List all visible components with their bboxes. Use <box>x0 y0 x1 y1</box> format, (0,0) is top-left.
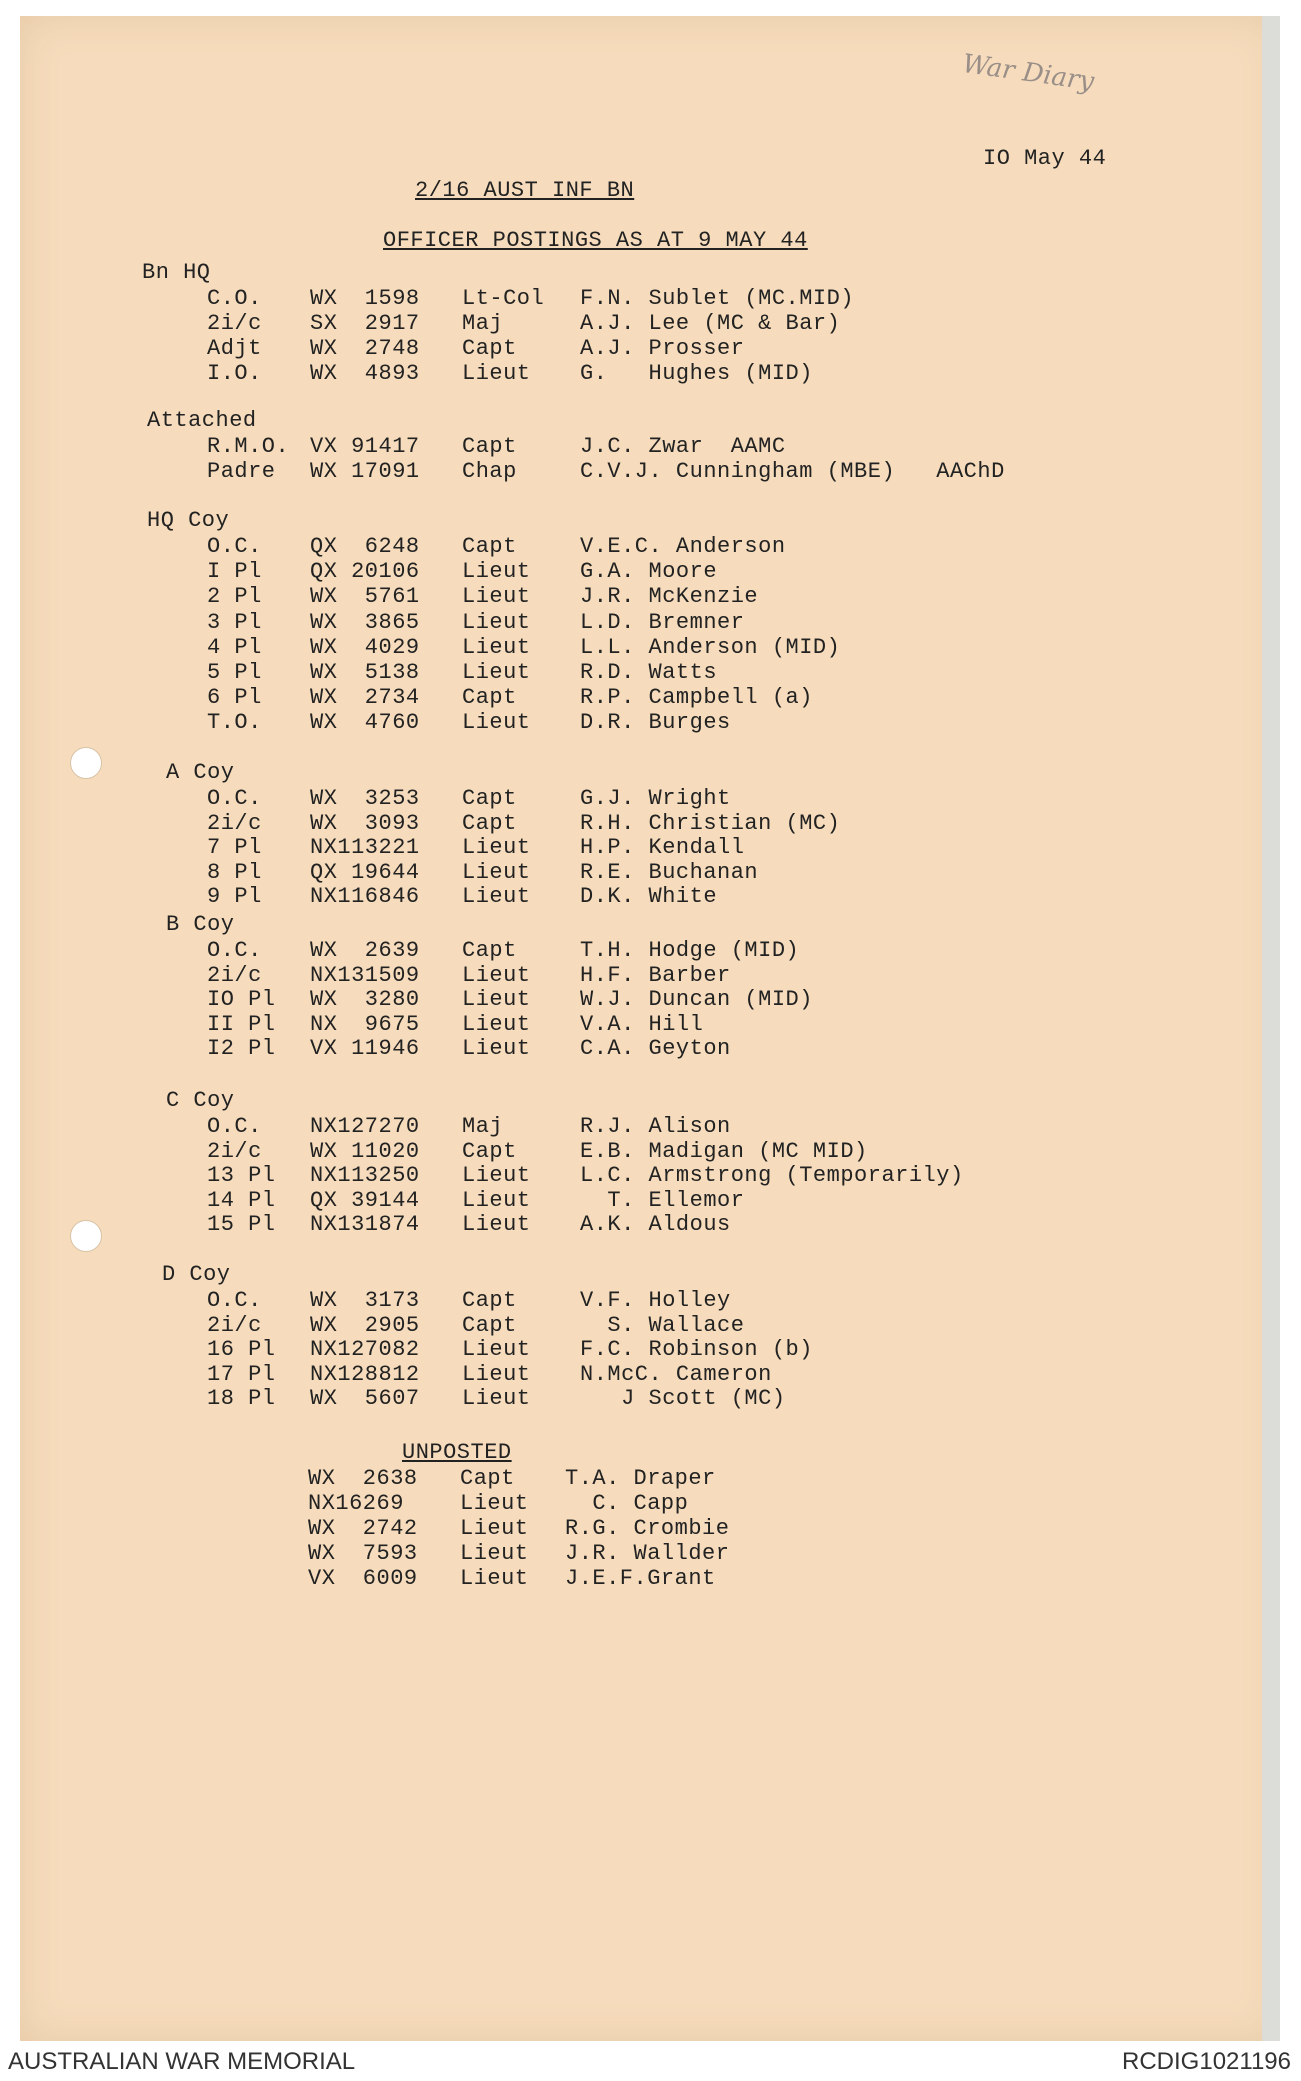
service-number: WX 3865 <box>310 609 420 635</box>
service-number: WX 5761 <box>310 584 420 610</box>
officer-name: F.C. Robinson (b) <box>580 1337 813 1362</box>
officer-name: J.E.F.Grant <box>565 1566 716 1591</box>
service-number: SX 2917 <box>310 311 420 336</box>
officer-rank: Lieut <box>462 962 531 988</box>
service-number: QX 6248 <box>310 534 420 559</box>
officer-rank: Lieut <box>462 1386 531 1411</box>
officer-rank: Chap <box>462 459 517 484</box>
service-number: WX 2638 <box>308 1466 418 1491</box>
officer-rank: Lt-Col <box>462 286 545 311</box>
posting-position: IO Pl <box>207 987 276 1012</box>
officer-rank: Lieut <box>462 884 531 909</box>
posting-position: 2i/c <box>207 962 262 988</box>
service-number: WX 4893 <box>310 361 420 386</box>
officer-name: H.F. Barber <box>580 962 731 988</box>
officer-name: G.J. Wright <box>580 786 731 811</box>
posting-position: I2 Pl <box>207 1036 276 1061</box>
service-number: WX 11020 <box>310 1138 420 1164</box>
service-number: NX113221 <box>310 835 420 860</box>
unposted-title: UNPOSTED <box>402 1440 512 1465</box>
officer-name: R.H. Christian (MC) <box>580 810 841 836</box>
service-number: WX 3253 <box>310 786 420 811</box>
footer-left: AUSTRALIAN WAR MEMORIAL <box>8 2048 356 2075</box>
posting-position: 2i/c <box>207 810 262 836</box>
posting-position: 6 Pl <box>207 685 262 711</box>
officer-rank: Capt <box>462 434 517 459</box>
officer-name: G.A. Moore <box>580 559 718 585</box>
officer-rank: Lieut <box>462 660 531 685</box>
service-number: WX 3093 <box>310 810 420 836</box>
officer-rank: Lieut <box>462 634 531 660</box>
officer-rank: Capt <box>462 534 517 559</box>
officer-name: C.A. Geyton <box>580 1036 731 1061</box>
posting-position: O.C. <box>207 1288 262 1313</box>
officer-rank: Lieut <box>462 559 531 585</box>
posting-position: 18 Pl <box>207 1386 276 1411</box>
officer-name: F.N. Sublet (MC.MID) <box>580 286 855 311</box>
officer-name: A.J. Lee (MC & Bar) <box>580 311 841 336</box>
officer-name: D.K. White <box>580 884 718 909</box>
officer-name: A.K. Aldous <box>580 1212 731 1237</box>
officer-name: L.D. Bremner <box>580 609 745 635</box>
posting-position: 17 Pl <box>207 1361 276 1387</box>
officer-name: C.V.J. Cunningham (MBE) AAChD <box>580 459 1005 484</box>
officer-rank: Lieut <box>462 1163 531 1188</box>
service-number: WX 1598 <box>310 286 420 311</box>
officer-name: V.E.C. Anderson <box>580 534 786 559</box>
officer-name: N.McC. Cameron <box>580 1361 772 1387</box>
officer-name: S. Wallace <box>580 1312 745 1338</box>
officer-rank: Lieut <box>462 1337 531 1362</box>
section-heading: C Coy <box>166 1088 235 1113</box>
unit-title: 2/16 AUST INF BN <box>415 178 635 203</box>
officer-rank: Capt <box>462 810 517 836</box>
officer-rank: Lieut <box>462 1036 531 1061</box>
posting-position: O.C. <box>207 1114 262 1139</box>
officer-name: J.C. Zwar AAMC <box>580 434 786 459</box>
officer-name: L.C. Armstrong (Temporarily) <box>580 1163 964 1188</box>
officer-rank: Lieut <box>462 584 531 610</box>
officer-name: T. Ellemor <box>580 1187 745 1213</box>
service-number: VX 6009 <box>308 1566 418 1591</box>
service-number: NX 9675 <box>310 1011 420 1037</box>
service-number: NX16269 <box>308 1491 404 1516</box>
footer-right: RCDIG1021196 <box>1122 2048 1291 2075</box>
section-heading: Attached <box>147 408 257 433</box>
officer-name: G. Hughes (MID) <box>580 361 813 386</box>
officer-name: H.P. Kendall <box>580 835 745 860</box>
section-heading: Bn HQ <box>142 260 211 285</box>
posting-position: I Pl <box>207 559 262 585</box>
posting-position: 7 Pl <box>207 835 262 860</box>
punch-hole-top <box>70 747 102 779</box>
posting-position: 3 Pl <box>207 609 262 635</box>
service-number: QX 39144 <box>310 1187 420 1213</box>
officer-name: R.E. Buchanan <box>580 859 759 885</box>
service-number: NX116846 <box>310 884 420 909</box>
posting-position: 2i/c <box>207 1312 262 1338</box>
officer-rank: Maj <box>462 311 504 336</box>
officer-rank: Capt <box>462 1138 517 1164</box>
officer-name: E.B. Madigan (MC MID) <box>580 1138 868 1164</box>
officer-rank: Maj <box>462 1114 504 1139</box>
posting-position: 13 Pl <box>207 1163 276 1188</box>
officer-name: C. Capp <box>565 1491 689 1516</box>
posting-position: T.O. <box>207 710 262 736</box>
posting-position: Adjt <box>207 336 262 361</box>
posting-position: 2i/c <box>207 1138 262 1164</box>
officer-rank: Lieut <box>462 1212 531 1237</box>
officer-name: J Scott (MC) <box>580 1386 786 1411</box>
service-number: QX 19644 <box>310 859 420 885</box>
officer-name: W.J. Duncan (MID) <box>580 987 813 1012</box>
posting-position: 5 Pl <box>207 660 262 685</box>
officer-name: T.H. Hodge (MID) <box>580 938 800 963</box>
service-number: NX127270 <box>310 1114 420 1139</box>
posting-position: 15 Pl <box>207 1212 276 1237</box>
service-number: WX 2734 <box>310 685 420 711</box>
posting-position: R.M.O. <box>207 434 290 459</box>
officer-rank: Capt <box>462 336 517 361</box>
officer-rank: Lieut <box>462 859 531 885</box>
officer-name: R.J. Alison <box>580 1114 731 1139</box>
officer-name: V.A. Hill <box>580 1011 704 1037</box>
section-heading: B Coy <box>166 912 235 937</box>
service-number: WX 2639 <box>310 938 420 963</box>
posting-position: Padre <box>207 459 276 484</box>
posting-position: C.O. <box>207 286 262 311</box>
service-number: WX 17091 <box>310 459 420 484</box>
officer-rank: Lieut <box>460 1541 529 1566</box>
officer-rank: Lieut <box>462 1187 531 1213</box>
service-number: WX 5138 <box>310 660 420 685</box>
officer-name: V.F. Holley <box>580 1288 731 1313</box>
posting-position: 14 Pl <box>207 1187 276 1213</box>
officer-name: L.L. Anderson (MID) <box>580 634 841 660</box>
service-number: NX131874 <box>310 1212 420 1237</box>
service-number: WX 2748 <box>310 336 420 361</box>
service-number: WX 2742 <box>308 1516 418 1541</box>
officer-rank: Capt <box>462 786 517 811</box>
posting-position: 8 Pl <box>207 859 262 885</box>
posting-position: O.C. <box>207 938 262 963</box>
service-number: WX 3173 <box>310 1288 420 1313</box>
officer-rank: Lieut <box>462 835 531 860</box>
officer-rank: Capt <box>462 938 517 963</box>
page-edge <box>1262 16 1280 2041</box>
service-number: NX131509 <box>310 962 420 988</box>
officer-rank: Lieut <box>462 987 531 1012</box>
service-number: WX 4760 <box>310 710 420 736</box>
officer-rank: Lieut <box>460 1566 529 1591</box>
officer-rank: Lieut <box>462 1011 531 1037</box>
posting-position: 2 Pl <box>207 584 262 610</box>
officer-rank: Capt <box>462 1288 517 1313</box>
service-number: VX 11946 <box>310 1036 420 1061</box>
officer-name: R.P. Campbell (a) <box>580 685 813 711</box>
posting-position: O.C. <box>207 786 262 811</box>
service-number: WX 3280 <box>310 987 420 1012</box>
officer-name: J.R. McKenzie <box>580 584 759 610</box>
posting-position: 2i/c <box>207 311 262 336</box>
officer-rank: Lieut <box>462 710 531 736</box>
officer-name: R.D. Watts <box>580 660 718 685</box>
handwritten-note: War Diary <box>960 48 1096 98</box>
punch-hole-bottom <box>70 1220 102 1252</box>
officer-rank: Lieut <box>460 1516 529 1541</box>
service-number: WX 2905 <box>310 1312 420 1338</box>
service-number: WX 4029 <box>310 634 420 660</box>
officer-name: R.G. Crombie <box>565 1516 730 1541</box>
officer-name: A.J. Prosser <box>580 336 745 361</box>
posting-position: O.C. <box>207 534 262 559</box>
posting-position: I.O. <box>207 361 262 386</box>
document-title: OFFICER POSTINGS AS AT 9 MAY 44 <box>383 228 808 253</box>
service-number: VX 91417 <box>310 434 420 459</box>
service-number: WX 5607 <box>310 1386 420 1411</box>
posting-position: 4 Pl <box>207 634 262 660</box>
posting-position: II Pl <box>207 1011 276 1037</box>
officer-rank: Lieut <box>462 1361 531 1387</box>
service-number: WX 7593 <box>308 1541 418 1566</box>
section-heading: D Coy <box>162 1262 231 1287</box>
service-number: NX113250 <box>310 1163 420 1188</box>
officer-rank: Lieut <box>462 609 531 635</box>
officer-rank: Capt <box>462 685 517 711</box>
officer-name: D.R. Burges <box>580 710 731 736</box>
officer-rank: Capt <box>462 1312 517 1338</box>
officer-rank: Lieut <box>462 361 531 386</box>
officer-rank: Capt <box>460 1466 515 1491</box>
document-date: IO May 44 <box>983 146 1107 171</box>
service-number: QX 20106 <box>310 559 420 585</box>
officer-name: J.R. Wallder <box>565 1541 730 1566</box>
posting-position: 9 Pl <box>207 884 262 909</box>
posting-position: 16 Pl <box>207 1337 276 1362</box>
section-heading: HQ Coy <box>147 508 230 533</box>
officer-rank: Lieut <box>460 1491 529 1516</box>
service-number: NX128812 <box>310 1361 420 1387</box>
service-number: NX127082 <box>310 1337 420 1362</box>
officer-name: T.A. Draper <box>565 1466 716 1491</box>
section-heading: A Coy <box>166 760 235 785</box>
